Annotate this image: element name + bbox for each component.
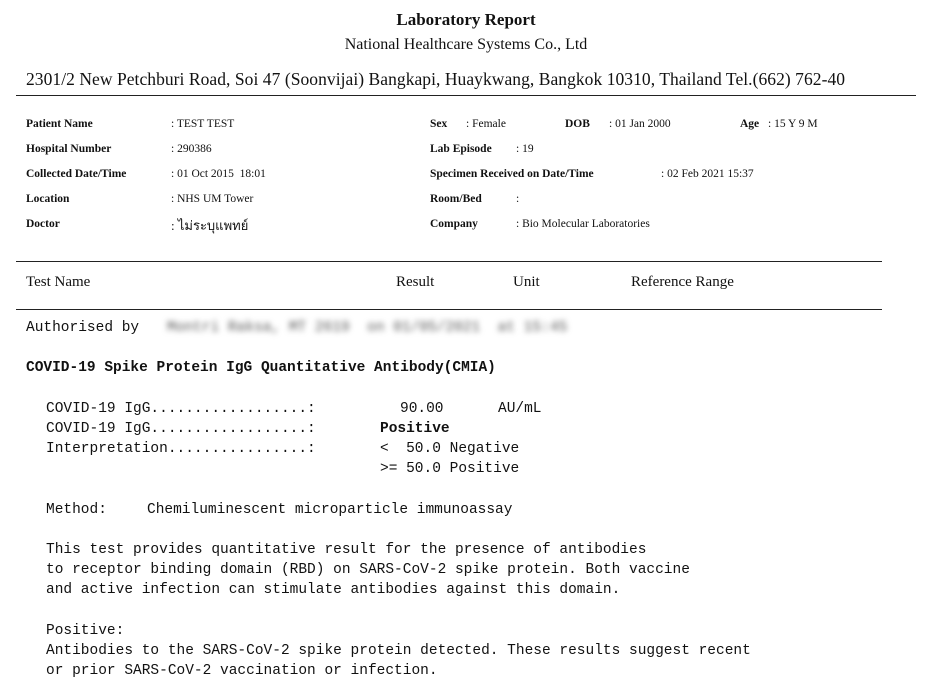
interpretation-positive: >= 50.0 Positive	[380, 461, 520, 477]
igg-value: 90.00	[400, 401, 444, 417]
columns-top-divider	[16, 261, 882, 262]
sex-label: Sex	[430, 118, 448, 130]
lab-episode-label: Lab Episode	[430, 143, 492, 155]
positive-line-1: Antibodies to the SARS-CoV-2 spike protein detected. These results suggest recent	[46, 643, 751, 659]
columns-bottom-divider	[16, 309, 882, 310]
lab-episode-value: : 19	[516, 143, 534, 155]
column-result: Result	[396, 274, 435, 290]
hospital-number-label: Hospital Number	[26, 143, 112, 155]
column-unit: Unit	[513, 274, 540, 290]
method-value: Chemiluminescent microparticle immunoassay	[147, 502, 513, 518]
igg-qual-value: Positive	[380, 421, 450, 437]
column-reference-range: Reference Range	[631, 274, 734, 290]
description-line-2: to receptor binding domain (RBD) on SARS-CoV-2 spike protein. Both vaccine	[46, 562, 690, 578]
interpretation-label: Interpretation................:	[46, 441, 316, 457]
authorised-label: Authorised by	[26, 320, 140, 336]
location-label: Location	[26, 193, 70, 205]
description-line-3: and active infection can stimulate antibodies against this domain.	[46, 582, 621, 598]
method-label: Method:	[46, 502, 107, 518]
received-label: Specimen Received on Date/Time	[430, 168, 594, 180]
description-line-1: This test provides quantitative result for the presence of antibodies	[46, 542, 647, 558]
igg-qual-label: COVID-19 IgG..................:	[46, 421, 316, 437]
igg-row-label: COVID-19 IgG..................:	[46, 401, 316, 417]
patient-name-label: Patient Name	[26, 118, 93, 130]
doctor-value: : ไม่ระบุแพทย์	[171, 218, 249, 233]
received-value: : 02 Feb 2021 15:37	[661, 168, 754, 180]
test-title: COVID-19 Spike Protein IgG Quantitative Antibody(CMIA)	[26, 360, 496, 376]
company-label: Company	[430, 218, 478, 230]
hospital-number-value: : 290386	[171, 143, 212, 155]
column-test-name: Test Name	[26, 274, 91, 290]
dob-label: DOB	[565, 118, 590, 130]
positive-heading: Positive:	[46, 623, 125, 639]
patient-name-value: : TEST TEST	[171, 118, 235, 130]
age-value: : 15 Y 9 M	[768, 118, 818, 130]
room-bed-label: Room/Bed	[430, 193, 482, 205]
report-title: Laboratory Report	[396, 10, 536, 29]
positive-line-2: or prior SARS-CoV-2 vaccination or infection.	[46, 663, 438, 679]
room-bed-value: :	[516, 193, 520, 205]
doctor-label: Doctor	[26, 218, 60, 230]
sex-value: : Female	[466, 118, 506, 130]
collected-value: : 01 Oct 2015 18:01	[171, 168, 266, 180]
location-value: : NHS UM Tower	[171, 193, 254, 205]
company-name: National Healthcare Systems Co., Ltd	[344, 36, 588, 53]
company-address: 2301/2 New Petchburi Road, Soi 47 (Soonvijai) Bangkapi, Huaykwang, Bangkok 10310, Thailand Tel.(662) 762-40	[26, 69, 846, 89]
interpretation-negative: < 50.0 Negative	[380, 441, 520, 457]
header-divider	[16, 95, 916, 96]
collected-label: Collected Date/Time	[26, 168, 127, 180]
authorised-redacted: Montri Raksa, MT 2619 on 01/05/2021 at 15:45	[167, 320, 568, 336]
age-label: Age	[740, 118, 760, 130]
company-value: : Bio Molecular Laboratories	[516, 218, 650, 230]
igg-unit: AU/mL	[498, 401, 542, 417]
dob-value: : 01 Jan 2000	[609, 118, 671, 130]
